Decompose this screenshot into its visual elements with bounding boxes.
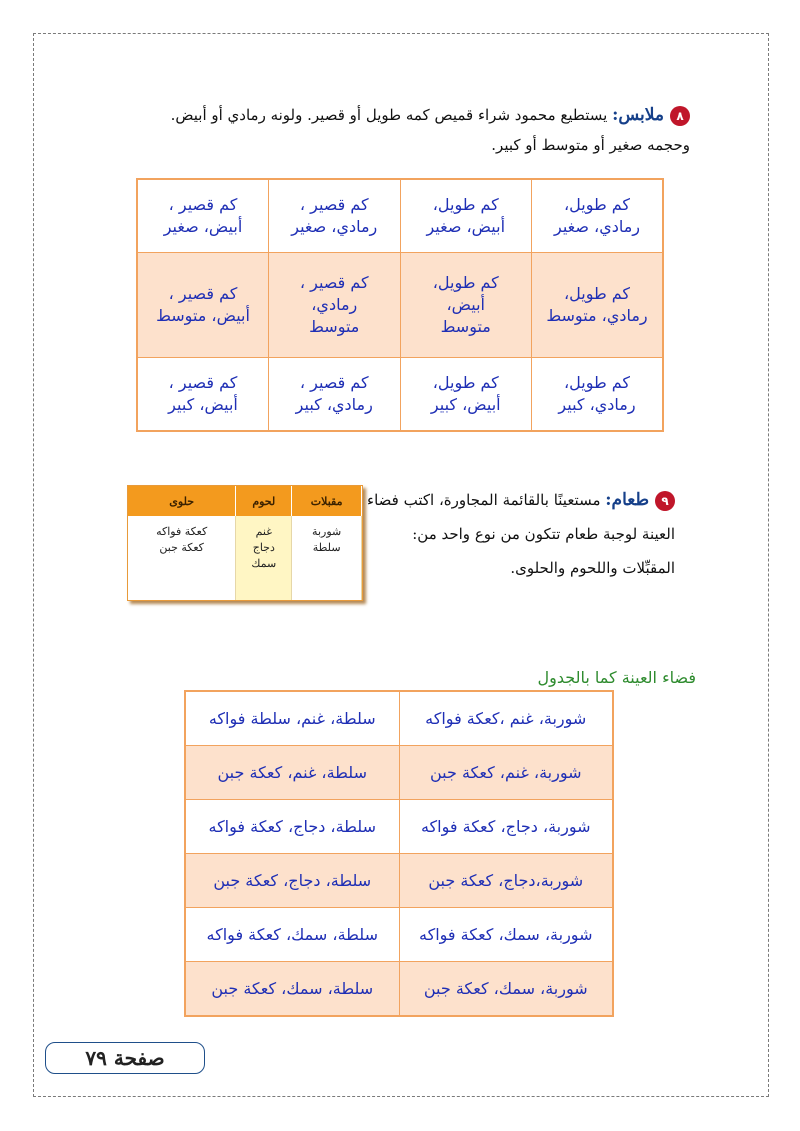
table-cell: كم قصير ، رمادي، متوسط (269, 253, 401, 358)
menu-table (128, 486, 362, 600)
menu-box (127, 485, 363, 601)
table-cell: كم طويل، رمادي، كبير (532, 358, 664, 432)
table-cell: شوربة، دجاج، كعكة فواكه (399, 800, 613, 854)
question-9-keyword: طعام: (605, 490, 649, 510)
menu-header-appetizers: مقبلات (292, 486, 362, 516)
menu-column-desserts: كعكة فواكه كعكة جبن (128, 516, 236, 600)
sample-space-table (184, 690, 614, 1017)
table-cell: كم قصير ، أبيض، متوسط (137, 253, 269, 358)
menu-column-meats: غنم دجاج سمك (236, 516, 292, 600)
table-cell: سلطة، غنم، سلطة فواكه (185, 691, 399, 746)
table-cell: شوربة،دجاج، كعكة جبن (399, 854, 613, 908)
table-cell: كم قصير ، رمادي، صغير (269, 179, 401, 253)
table-row (137, 179, 663, 253)
table-row (137, 358, 663, 432)
question-9-line-1 (365, 483, 675, 517)
table-cell: كم قصير ، رمادي، كبير (269, 358, 401, 432)
question-9-number: ٩ (655, 491, 675, 511)
table-cell: كم طويل، رمادي، متوسط (532, 253, 664, 358)
question-8-number: ٨ (670, 106, 690, 126)
table-row (185, 908, 613, 962)
table-cell: شوربة، غنم، كعكة جبن (399, 746, 613, 800)
table-cell: سلطة، سمك، كعكة جبن (185, 962, 399, 1017)
question-8-keyword: ملابس: (612, 105, 664, 125)
question-9-line-2: العينة لوجبة طعام تتكون من نوع واحد من: (412, 525, 675, 543)
table-row (185, 800, 613, 854)
table-row (185, 962, 613, 1017)
table-cell: شوربة، سمك، كعكة جبن (399, 962, 613, 1017)
menu-header-desserts: حلوى (128, 486, 236, 516)
table-cell: كم قصير ، أبيض، صغير (137, 179, 269, 253)
table-cell: شوربة، سمك، كعكة فواكه (399, 908, 613, 962)
shirts-table (136, 178, 664, 432)
table-row (185, 854, 613, 908)
question-8-text-1: يستطيع محمود شراء قميص كمه طويل أو قصير. ولونه رمادي أو أبيض. (170, 106, 608, 124)
table-cell: كم طويل، أبيض، صغير (400, 179, 532, 253)
table-cell: كم طويل، أبيض، كبير (400, 358, 532, 432)
question-8-line-2: وحجمه صغير أو متوسط أو كبير. (491, 136, 690, 154)
table-cell: سلطة، غنم، كعكة جبن (185, 746, 399, 800)
question-9 (365, 483, 675, 585)
table-cell: سلطة، دجاج، كعكة فواكه (185, 800, 399, 854)
table-cell: سلطة، سمك، كعكة فواكه (185, 908, 399, 962)
table-row (185, 691, 613, 746)
sample-space-title: فضاء العينة كما بالجدول (537, 668, 696, 687)
table-cell: كم طويل، رمادي، صغير (532, 179, 664, 253)
table-row (137, 253, 663, 358)
question-9-line-3: المقبِّلات واللحوم والحلوى. (510, 559, 675, 577)
table-cell: كم طويل، أبيض، متوسط (400, 253, 532, 358)
table-cell: شوربة، غنم ،كعكة فواكه (399, 691, 613, 746)
question-8-line-1 (110, 100, 690, 130)
table-cell: سلطة، دجاج، كعكة جبن (185, 854, 399, 908)
question-8 (110, 100, 690, 160)
table-row (185, 746, 613, 800)
page-number-label: صفحة ٧٩ (45, 1042, 205, 1074)
menu-header-meats: لحوم (236, 486, 292, 516)
menu-column-appetizers: شوربة سلطة (292, 516, 362, 600)
question-9-text-1: مستعينًا بالقائمة المجاورة، اكتب فضاء (367, 491, 601, 509)
table-cell: كم قصير ، أبيض، كبير (137, 358, 269, 432)
